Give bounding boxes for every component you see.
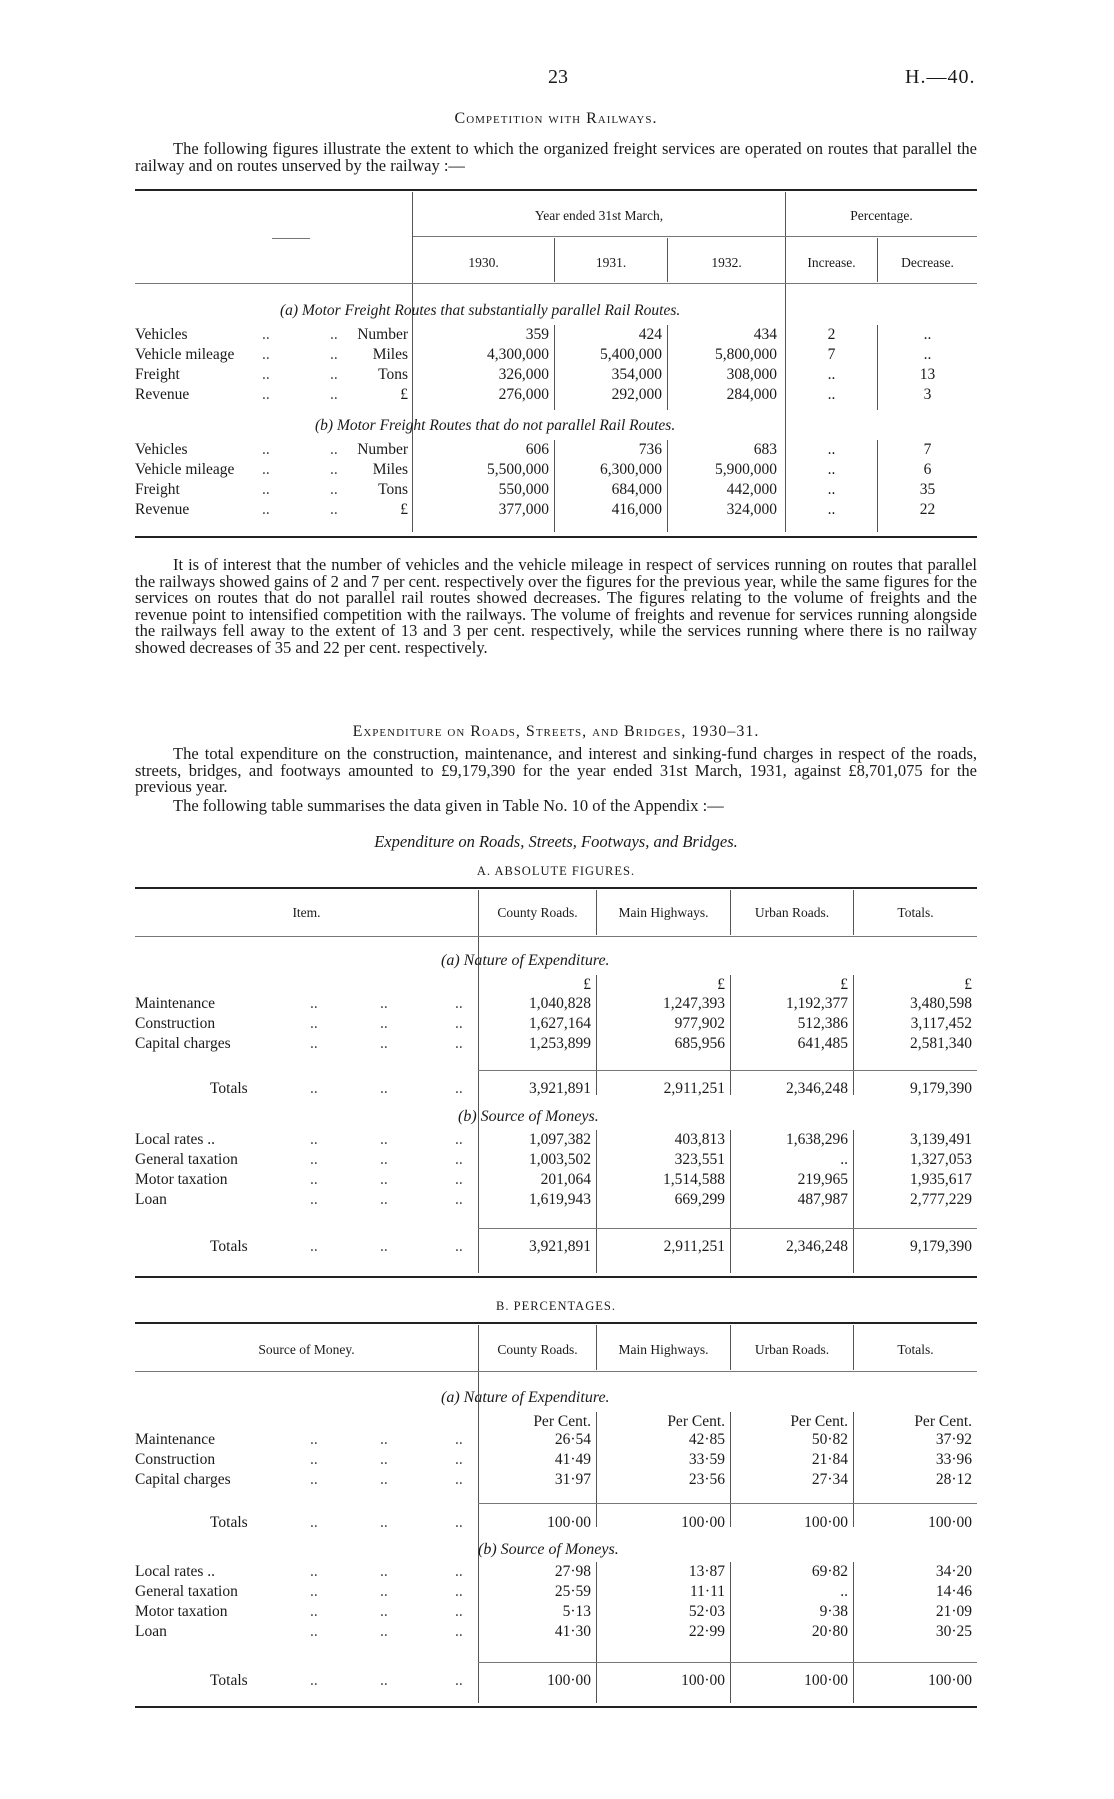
- leader-dots: ..: [380, 1015, 388, 1032]
- leader-dots: ..: [262, 501, 270, 518]
- leader-dots: ..: [455, 1563, 463, 1580]
- value-cell: 2,777,229: [910, 1191, 972, 1208]
- leader-dots: ..: [310, 1191, 318, 1208]
- row-label: Construction: [135, 1451, 216, 1468]
- value-cell: 324,000: [726, 501, 777, 518]
- totals-cell: 3,921,891: [529, 1080, 591, 1097]
- unit-label: Per Cent.: [790, 1413, 848, 1430]
- decrease-header: Decrease.: [901, 255, 954, 270]
- leader-dots: ..: [310, 1035, 318, 1052]
- leader-dots: ..: [455, 1471, 463, 1488]
- table-b-county-header: County Roads.: [497, 1342, 578, 1357]
- section-heading-expenditure: Expenditure on Roads, Streets, and Bridges, 1930–31.: [352, 723, 760, 740]
- value-cell: 442,000: [726, 481, 777, 498]
- totals-cell: 2,346,248: [786, 1238, 848, 1255]
- leader-dots: ..: [310, 1563, 318, 1580]
- value-cell: 977,902: [674, 1015, 725, 1032]
- totals-label: Totals: [210, 1514, 248, 1531]
- row-unit: £: [400, 386, 408, 403]
- increase-cell: ..: [827, 441, 836, 458]
- value-cell: 736: [638, 441, 662, 458]
- increase-cell: 2: [827, 326, 836, 343]
- leader-dots: ..: [380, 1171, 388, 1188]
- value-cell: 424: [638, 326, 662, 343]
- value-cell: 1,003,502: [529, 1151, 591, 1168]
- leader-dots: ..: [262, 461, 270, 478]
- leader-dots: ..: [310, 1431, 318, 1448]
- leader-dots: ..: [455, 1238, 463, 1255]
- value-cell: 403,813: [674, 1131, 725, 1148]
- value-cell: 23·56: [688, 1471, 725, 1488]
- totals-cell: 100·00: [547, 1514, 591, 1531]
- intro-paragraph: The following figures illustrate the extent to which the organized freight services are operated on routes that parallel the railway and on routes unserved by the railway :—: [135, 139, 977, 175]
- row-label: Local rates ..: [135, 1131, 216, 1148]
- leader-dots: ..: [455, 1603, 463, 1620]
- leader-dots: ..: [310, 1131, 318, 1148]
- totals-cell: 9,179,390: [910, 1238, 972, 1255]
- leader-dots: ..: [330, 481, 338, 498]
- value-cell: 5,500,000: [487, 461, 549, 478]
- row-label: Motor taxation: [135, 1603, 228, 1620]
- leader-dots: ..: [330, 501, 338, 518]
- row-label: Construction: [135, 1015, 216, 1032]
- value-cell: 1,619,943: [529, 1191, 591, 1208]
- leader-dots: ..: [455, 1672, 463, 1689]
- leader-dots: ..: [380, 1471, 388, 1488]
- value-cell: 69·82: [811, 1563, 848, 1580]
- value-cell: 14·46: [935, 1583, 972, 1600]
- leader-dots: ..: [262, 366, 270, 383]
- value-cell: ..: [840, 1151, 848, 1168]
- leader-dots: ..: [310, 1583, 318, 1600]
- group-b-title: (b) Motor Freight Routes that do not parallel Rail Routes.: [315, 417, 676, 434]
- leader-dots: ..: [310, 1514, 318, 1531]
- increase-cell: ..: [827, 501, 836, 518]
- increase-header: Increase.: [807, 255, 856, 270]
- leader-dots: ..: [310, 1623, 318, 1640]
- value-cell: 359: [525, 326, 549, 343]
- leader-dots: ..: [455, 1431, 463, 1448]
- leader-dots: ..: [262, 386, 270, 403]
- decrease-cell: 3: [923, 386, 932, 403]
- value-cell: 11·11: [689, 1583, 725, 1600]
- value-cell: 50·82: [811, 1431, 848, 1448]
- totals-cell: 2,911,251: [663, 1238, 725, 1255]
- summary-paragraph: The following table summarises the data given in Table No. 10 of the Appendix :—: [173, 796, 724, 815]
- value-cell: 1,327,053: [910, 1151, 972, 1168]
- table-caption: Expenditure on Roads, Streets, Footways, and Bridges.: [374, 832, 738, 851]
- value-cell: 416,000: [611, 501, 662, 518]
- year-1930-header: 1930.: [468, 255, 499, 270]
- leader-dots: ..: [310, 1080, 318, 1097]
- table-a-county-header: County Roads.: [497, 905, 578, 920]
- page-number: 23: [548, 66, 568, 88]
- row-label: Capital charges: [135, 1035, 231, 1052]
- row-label: Loan: [135, 1623, 167, 1640]
- row-unit: £: [400, 501, 408, 518]
- table-a-totals-header: Totals.: [897, 905, 934, 920]
- leader-dots: ..: [310, 1238, 318, 1255]
- leader-dots: ..: [310, 1471, 318, 1488]
- value-cell: 21·09: [935, 1603, 972, 1620]
- leader-dots: ..: [380, 1514, 388, 1531]
- unit-label: Per Cent.: [914, 1413, 972, 1430]
- value-cell: 22·99: [688, 1623, 725, 1640]
- totals-cell: 100·00: [928, 1514, 972, 1531]
- unit-label: £: [840, 976, 848, 993]
- decrease-cell: 22: [919, 501, 936, 518]
- value-cell: 434: [753, 326, 777, 343]
- value-cell: 685,956: [674, 1035, 725, 1052]
- totals-cell: 2,346,248: [786, 1080, 848, 1097]
- leader-dots: ..: [455, 1151, 463, 1168]
- leader-dots: ..: [380, 1603, 388, 1620]
- year-1932-header: 1932.: [711, 255, 742, 270]
- table-a-main-header: Main Highways.: [618, 905, 709, 920]
- value-cell: 5,400,000: [600, 346, 662, 363]
- leader-dots: ..: [455, 1171, 463, 1188]
- row-label: Loan: [135, 1191, 167, 1208]
- value-cell: 1,935,617: [910, 1171, 972, 1188]
- row-unit: Number: [357, 441, 408, 458]
- leader-dots: ..: [380, 1431, 388, 1448]
- totals-cell: 100·00: [681, 1672, 725, 1689]
- value-cell: 21·84: [811, 1451, 848, 1468]
- table-b-subheading-b: (b) Source of Moneys.: [478, 1541, 619, 1558]
- value-cell: 6,300,000: [600, 461, 662, 478]
- leader-dots: ..: [380, 1451, 388, 1468]
- leader-dots: ..: [380, 1035, 388, 1052]
- value-cell: 42·85: [688, 1431, 725, 1448]
- value-cell: 323,551: [674, 1151, 725, 1168]
- value-cell: 4,300,000: [487, 346, 549, 363]
- value-cell: 5,900,000: [715, 461, 777, 478]
- value-cell: 20·80: [811, 1623, 848, 1640]
- value-cell: 33·59: [688, 1451, 725, 1468]
- row-label: Motor taxation: [135, 1171, 228, 1188]
- decrease-cell: 6: [923, 461, 932, 478]
- table-b-title: B. PERCENTAGES.: [496, 1299, 616, 1313]
- leader-dots: ..: [455, 1131, 463, 1148]
- row-unit: Number: [357, 326, 408, 343]
- leader-dots: ..: [330, 366, 338, 383]
- year-group-header: Year ended 31st March,: [534, 208, 664, 223]
- value-cell: 25·59: [554, 1583, 591, 1600]
- value-cell: ..: [840, 1583, 848, 1600]
- value-cell: 1,253,899: [529, 1035, 591, 1052]
- value-cell: 487,987: [797, 1191, 848, 1208]
- value-cell: 3,480,598: [910, 995, 972, 1012]
- leader-dots: ..: [380, 1583, 388, 1600]
- leader-dots: ..: [262, 346, 270, 363]
- value-cell: 30·25: [935, 1623, 972, 1640]
- leader-dots: ..: [455, 1035, 463, 1052]
- totals-cell: 9,179,390: [910, 1080, 972, 1097]
- table-a-urban-header: Urban Roads.: [754, 905, 830, 920]
- group-a-title: (a) Motor Freight Routes that substantially parallel Rail Routes.: [280, 302, 681, 319]
- value-cell: 354,000: [611, 366, 662, 383]
- value-cell: 31·97: [554, 1471, 591, 1488]
- row-label: Vehicle mileage: [135, 346, 235, 363]
- totals-cell: 100·00: [804, 1672, 848, 1689]
- row-label: Maintenance: [135, 1431, 216, 1448]
- totals-cell: 100·00: [547, 1672, 591, 1689]
- row-unit: Tons: [378, 366, 408, 383]
- value-cell: 684,000: [611, 481, 662, 498]
- leader-dots: ..: [455, 995, 463, 1012]
- value-cell: 683: [753, 441, 777, 458]
- table-a-title: A. ABSOLUTE FIGURES.: [476, 864, 636, 878]
- value-cell: 41·49: [554, 1451, 591, 1468]
- unit-label: Per Cent.: [667, 1413, 725, 1430]
- increase-cell: ..: [827, 481, 836, 498]
- row-label: Revenue: [135, 501, 190, 518]
- value-cell: 1,638,296: [786, 1131, 848, 1148]
- increase-cell: ..: [827, 366, 836, 383]
- leader-dots: ..: [330, 461, 338, 478]
- totals-label: Totals: [210, 1672, 248, 1689]
- leader-dots: ..: [380, 1623, 388, 1640]
- leader-dots: ..: [310, 1171, 318, 1188]
- value-cell: 2,581,340: [910, 1035, 972, 1052]
- row-unit: Miles: [372, 346, 408, 363]
- leader-dots: ..: [455, 1451, 463, 1468]
- value-cell: 201,064: [540, 1171, 591, 1188]
- decrease-cell: ..: [923, 346, 932, 363]
- leader-dots: ..: [310, 1451, 318, 1468]
- decrease-cell: 7: [923, 441, 932, 458]
- increase-cell: ..: [827, 386, 836, 403]
- totals-cell: 2,911,251: [663, 1080, 725, 1097]
- decrease-cell: 35: [919, 481, 936, 498]
- leader-dots: ..: [380, 1238, 388, 1255]
- value-cell: 37·92: [935, 1431, 972, 1448]
- row-label: Maintenance: [135, 995, 216, 1012]
- leader-dots: ..: [380, 1563, 388, 1580]
- totals-cell: 3,921,891: [529, 1238, 591, 1255]
- value-cell: 1,514,588: [663, 1171, 725, 1188]
- leader-dots: ..: [380, 1672, 388, 1689]
- table-b-totals-header: Totals.: [897, 1342, 934, 1357]
- leader-dots: ..: [455, 1080, 463, 1097]
- value-cell: 1,247,393: [663, 995, 725, 1012]
- row-label: Revenue: [135, 386, 190, 403]
- unit-label: £: [717, 976, 725, 993]
- leader-dots: ..: [310, 1672, 318, 1689]
- value-cell: 1,040,828: [529, 995, 591, 1012]
- value-cell: 3,139,491: [910, 1131, 972, 1148]
- table-a-subheading-b: (b) Source of Moneys.: [458, 1108, 599, 1125]
- value-cell: 52·03: [688, 1603, 725, 1620]
- value-cell: 34·20: [935, 1563, 972, 1580]
- leader-dots: ..: [310, 1015, 318, 1032]
- value-cell: 219,965: [797, 1171, 848, 1188]
- value-cell: 606: [525, 441, 549, 458]
- value-cell: 1,097,382: [529, 1131, 591, 1148]
- leader-dots: ..: [380, 1080, 388, 1097]
- row-label: Freight: [135, 481, 180, 498]
- value-cell: 41·30: [554, 1623, 591, 1640]
- document-code: H.—40.: [905, 66, 976, 88]
- leader-dots: ..: [310, 1151, 318, 1168]
- row-unit: Tons: [378, 481, 408, 498]
- table-b-source-header: Source of Money.: [258, 1342, 355, 1357]
- value-cell: 26·54: [554, 1431, 591, 1448]
- leader-dots: ..: [310, 995, 318, 1012]
- row-label: Freight: [135, 366, 180, 383]
- value-cell: 292,000: [611, 386, 662, 403]
- leader-dots: ..: [262, 481, 270, 498]
- value-cell: 669,299: [674, 1191, 725, 1208]
- decrease-cell: 13: [919, 366, 936, 383]
- leader-dots: ..: [455, 1514, 463, 1531]
- unit-label: £: [964, 976, 972, 993]
- year-1931-header: 1931.: [595, 255, 627, 270]
- leader-dots: ..: [310, 1603, 318, 1620]
- row-label: Local rates ..: [135, 1563, 216, 1580]
- value-cell: 5·13: [562, 1603, 591, 1620]
- value-cell: 641,485: [797, 1035, 848, 1052]
- decrease-cell: ..: [923, 326, 932, 343]
- table-b-urban-header: Urban Roads.: [754, 1342, 830, 1357]
- value-cell: 326,000: [498, 366, 549, 383]
- leader-dots: ..: [262, 441, 270, 458]
- value-cell: 377,000: [498, 501, 549, 518]
- value-cell: 13·87: [688, 1563, 725, 1580]
- leader-dots: ..: [330, 326, 338, 343]
- totals-cell: 100·00: [681, 1514, 725, 1531]
- row-label: Capital charges: [135, 1471, 231, 1488]
- value-cell: 28·12: [935, 1471, 972, 1488]
- value-cell: 1,192,377: [786, 995, 848, 1012]
- totals-label: Totals: [210, 1080, 248, 1097]
- row-unit: Miles: [372, 461, 408, 478]
- unit-label: £: [583, 976, 591, 993]
- analysis-paragraph: It is of interest that the number of vehicles and the vehicle mileage in respect of services running on routes that parallel the railways showed gains of 2 and 7 per cent. respectively over the figures for the previous year, while the same figures for the services on routes that do not parallel rail routes showed decreases. The figures relating to the volume of freights and the revenue point to intensified competition with the railways. The volume of freights and revenue for services running alongside the railways fell away to the extent of 13 and 3 per cent. respectively, while the services running where there is no railway showed decreases of 35 and 22 per cent. respectively.: [135, 555, 977, 657]
- leader-dots: ..: [330, 346, 338, 363]
- value-cell: 3,117,452: [910, 1015, 972, 1032]
- leader-dots: ..: [455, 1015, 463, 1032]
- increase-cell: 7: [827, 346, 836, 363]
- table-b-main-header: Main Highways.: [618, 1342, 709, 1357]
- percentage-header: Percentage.: [850, 208, 913, 223]
- value-cell: 1,627,164: [529, 1015, 591, 1032]
- value-cell: 27·98: [554, 1563, 591, 1580]
- row-label: Vehicle mileage: [135, 461, 235, 478]
- leader-dots: ..: [455, 1623, 463, 1640]
- leader-dots: ..: [262, 326, 270, 343]
- table-a-item-header: Item.: [292, 905, 321, 920]
- leader-dots: ..: [330, 386, 338, 403]
- value-cell: 284,000: [726, 386, 777, 403]
- value-cell: 5,800,000: [715, 346, 777, 363]
- value-cell: 308,000: [726, 366, 777, 383]
- leader-dots: ..: [380, 1151, 388, 1168]
- totals-label: Totals: [210, 1238, 248, 1255]
- value-cell: 276,000: [498, 386, 549, 403]
- leader-dots: ..: [380, 995, 388, 1012]
- row-label: Vehicles: [135, 441, 188, 458]
- section-heading-competition: Competition with Railways.: [454, 110, 658, 127]
- row-label: General taxation: [135, 1151, 238, 1168]
- table-b-subheading-a: (a) Nature of Expenditure.: [441, 1389, 610, 1406]
- value-cell: 9·38: [819, 1603, 848, 1620]
- row-label: Vehicles: [135, 326, 188, 343]
- value-cell: 550,000: [498, 481, 549, 498]
- row-label: General taxation: [135, 1583, 238, 1600]
- value-cell: 27·34: [811, 1471, 848, 1488]
- value-cell: 33·96: [935, 1451, 972, 1468]
- leader-dots: ..: [330, 441, 338, 458]
- unit-label: Per Cent.: [533, 1413, 591, 1430]
- leader-dots: ..: [380, 1131, 388, 1148]
- expenditure-paragraph: The total expenditure on the construction, maintenance, and interest and sinking-fund charges in respect of the roads, streets, bridges, and footways amounted to £9,179,390 for the year ended 31st March, 1931, against £8,701,075 for the previous year.: [135, 744, 977, 796]
- leader-dots: ..: [455, 1191, 463, 1208]
- leader-dots: ..: [455, 1583, 463, 1600]
- leader-dots: ..: [380, 1191, 388, 1208]
- totals-cell: 100·00: [804, 1514, 848, 1531]
- increase-cell: ..: [827, 461, 836, 478]
- totals-cell: 100·00: [928, 1672, 972, 1689]
- value-cell: 512,386: [797, 1015, 848, 1032]
- table-a-subheading-a: (a) Nature of Expenditure.: [441, 952, 610, 969]
